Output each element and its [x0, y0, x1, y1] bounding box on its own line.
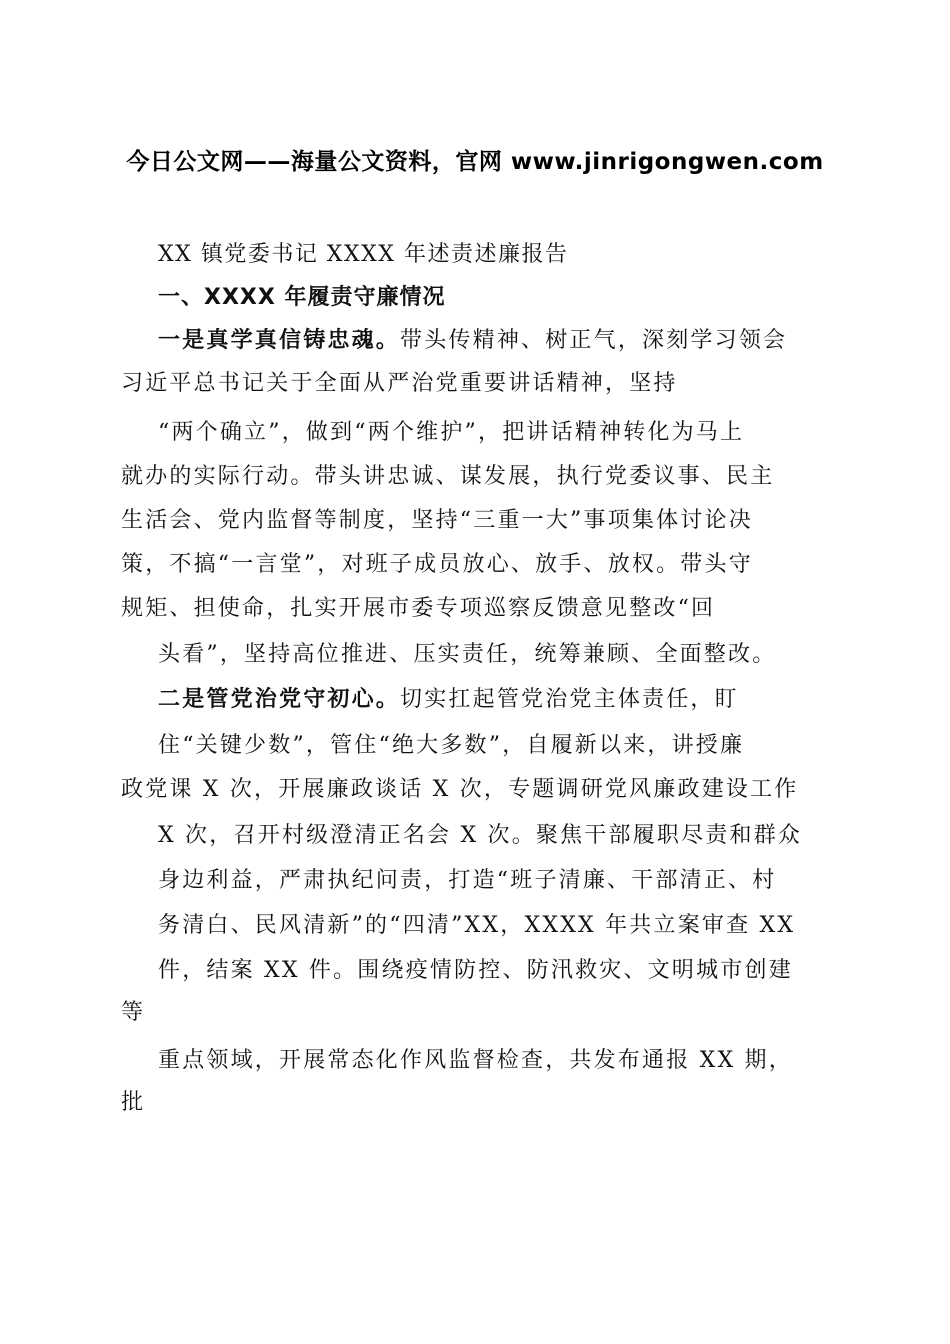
- paragraph-line: 批: [121, 1090, 146, 1115]
- paragraph-text: 带头传精神、树正气，深刻学习领会: [400, 328, 788, 353]
- paragraph-line: 就办的实际行动。带头讲忠诚、谋发展，执行党委议事、民主: [121, 464, 775, 489]
- paragraph-line: 策，不搞“一言堂”，对班子成员放心、放手、放权。带头守: [121, 552, 753, 577]
- paragraph-lead: 二是管党治党守初心。: [158, 687, 401, 712]
- paragraph-line: 习近平总书记关于全面从严治党重要讲话精神，坚持: [121, 371, 678, 396]
- paragraph-line: 住“关键少数”，管住“绝大多数”，自履新以来，讲授廉: [158, 733, 745, 758]
- paragraph-line: [158, 685, 739, 715]
- paragraph-lead: 一是真学真信铸忠魂。: [158, 328, 401, 353]
- paragraph-line: “两个确立”，做到“两个维护”，把讲话精神转化为马上: [158, 420, 745, 445]
- paragraph-line: 生活会、党内监督等制度，坚持“三重一大”事项集体讨论决: [121, 508, 753, 533]
- paragraph-line: 身边利益，严肃执纪问责，打造“班子清廉、干部清正、村: [158, 868, 777, 893]
- paragraph-line: [158, 326, 787, 356]
- paragraph-line: 务清白、民风清新”的“四清”XX，XXXX 年共立案审查 XX: [158, 913, 796, 938]
- paragraph-text: 切实扛起管党治党主体责任，盯: [400, 687, 739, 712]
- paragraph-line: 政党课 X 次，开展廉政谈话 X 次，专题调研党风廉政建设工作: [121, 777, 799, 802]
- document-title: XX 镇党委书记 XXXX 年述责述廉报告: [158, 242, 569, 267]
- paragraph-line: 重点领域，开展常态化作风监督检查，共发布通报 XX 期，: [158, 1048, 793, 1073]
- paragraph-line: 规矩、担使命，扎实开展市委专项巡察反馈意见整改“回: [121, 596, 716, 621]
- paragraph-line: X 次，召开村级澄清正名会 X 次。聚焦干部履职尽责和群众: [158, 823, 803, 848]
- section-heading: 一、XXXX 年履责守廉情况: [158, 285, 446, 310]
- paragraph-line: 等: [121, 1000, 146, 1025]
- paragraph-line: 件，结案 XX 件。围绕疫情防控、防汛救灾、文明城市创建: [158, 958, 793, 983]
- paragraph-line: 头看”，坚持高位推进、压实责任，统筹兼顾、全面整改。: [158, 642, 777, 667]
- site-banner: 今日公文网——海量公文资料，官网 www.jinrigongwen.com: [126, 149, 824, 175]
